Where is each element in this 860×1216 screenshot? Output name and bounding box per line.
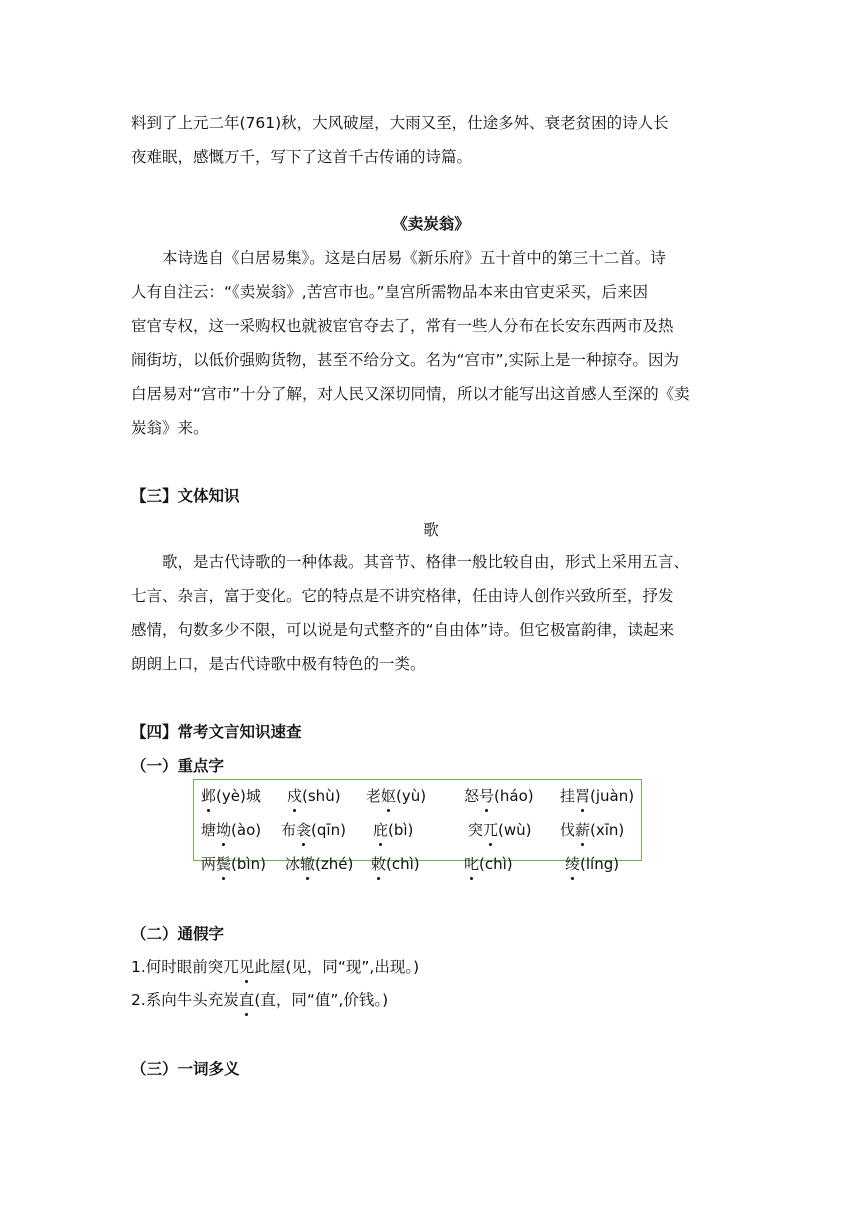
vocab-item: 突兀(wù)	[468, 821, 532, 839]
section3-line-2: 七言、杂言，富于变化。它的特点是不讲究格律，任由诗人创作兴致所至，抒发	[131, 587, 674, 605]
mtw-line-4: 闹街坊，以低价强购货物，甚至不给分文。名为“宫市”,实际上是一种掠夺。因为	[131, 351, 679, 369]
vocab-item: 敕(chì)	[371, 855, 420, 873]
vocab-item: 塘坳(ào)	[201, 821, 262, 839]
section-heading-4: 【四】常考文言知识速查	[131, 723, 302, 741]
vocab-item: 挂罥(juàn)	[560, 787, 635, 805]
vocab-item: 叱(chì)	[464, 855, 513, 873]
vocab-item: 两鬓(bìn)	[201, 855, 266, 873]
section3-line-4: 朗朗上口，是古代诗歌中极有特色的一类。	[131, 655, 426, 673]
vocab-item: 邺(yè)城	[201, 787, 261, 805]
section-title-maitanweng: 《卖炭翁》	[392, 215, 470, 233]
section3-line-3: 感情，句数多少不限，可以说是句式整齐的“自由体”诗。但它极富韵律，读起来	[131, 621, 675, 639]
vocab-item: 怒号(háo)	[464, 787, 534, 805]
vocab-item: 伐薪(xīn)	[560, 821, 625, 839]
tongjia-item-1: 1.何时眼前突兀见此屋(见，同“现”,出现。)	[131, 955, 419, 977]
mtw-line-3: 宦官专权，这一采购权也就被宦官夺去了，常有一些人分布在长安东西两市及热	[131, 317, 674, 335]
intro-line-1: 料到了上元二年(761)秋，大风破屋，大雨又至，仕途多舛、衰老贫困的诗人长	[131, 114, 669, 132]
vocab-item: 绫(líng)	[565, 855, 620, 873]
subheading-tongjia: （二）通假字	[131, 925, 225, 943]
section3-line-1: 歌，是古代诗歌的一种体裁。其音节、格律一般比较自由，形式上采用五言、	[162, 553, 690, 571]
vocab-item: 布衾(qīn)	[281, 821, 346, 839]
intro-line-2: 夜难眠，感慨万千，写下了这首千古传诵的诗篇。	[131, 148, 473, 166]
section3-subtitle: 歌	[423, 521, 439, 539]
vocab-item: 老妪(yù)	[366, 787, 427, 805]
vocab-item: 戍(shù)	[287, 787, 341, 805]
section-heading-3: 【三】文体知识	[131, 487, 240, 505]
vocab-item: 冰辙(zhé)	[285, 855, 354, 873]
subheading-polysemy: （三）一词多义	[131, 1060, 240, 1078]
tongjia-item-2: 2.系向牛头充炭直(直，同“值”,价钱。)	[131, 988, 388, 1010]
vocab-item: 庇(bì)	[373, 821, 414, 839]
mtw-line-2: 人有自注云：“《卖炭翁》,苦宫市也。”皇宫所需物品本来由官吏采买，后来因	[131, 283, 648, 301]
mtw-line-6: 炭翁》来。	[131, 419, 209, 437]
subheading-key-characters: （一）重点字	[131, 757, 225, 775]
mtw-line-5: 白居易对“宫市”十分了解，对人民又深切同情，所以才能写出这首感人至深的《卖	[131, 385, 690, 403]
mtw-line-1: 本诗选自《白居易集》。这是白居易《新乐府》五十首中的第三十二首。诗	[162, 249, 666, 267]
